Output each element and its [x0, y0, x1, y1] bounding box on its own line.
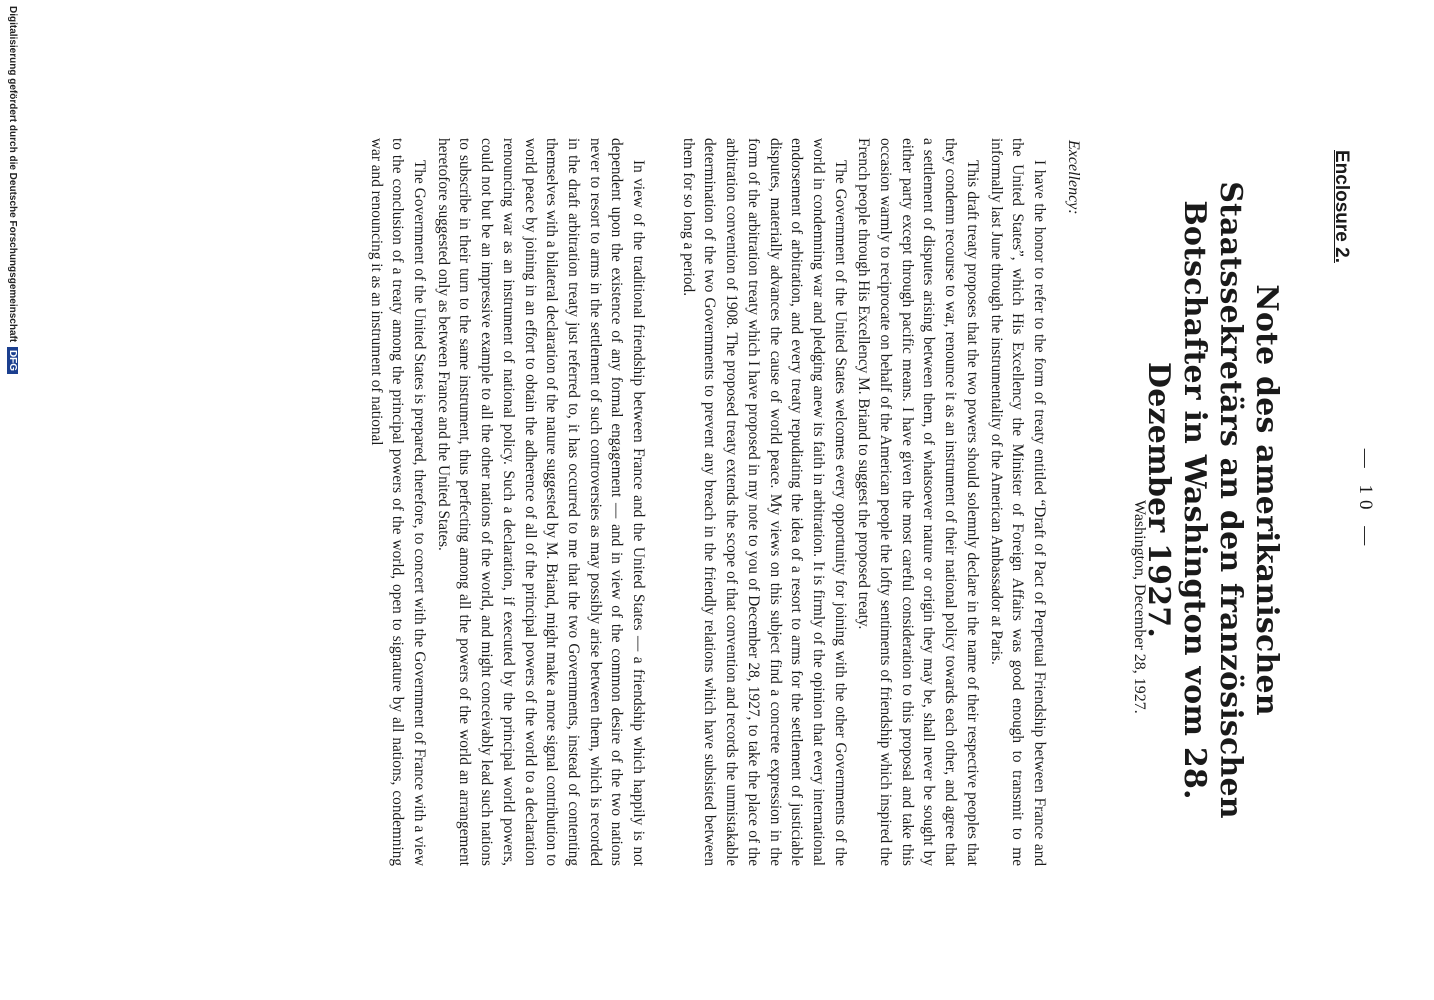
- salutation: Excellency:: [1065, 140, 1082, 215]
- digitization-credit: [7, 6, 18, 374]
- document-title: [1140, 160, 1284, 840]
- enclosure-label: Enclosure 2.: [1331, 150, 1352, 263]
- paragraph: The Government of the United States welcomes every opportunity for joining with the other Governments of the world in condemning war and pledging anew its faith in arbitration. It is firmly of the opinion that every international endorsement of arbitration, and every treaty repudiating the idea of a resort to arms for the settlement of justiciable disputes, materially advances the cause of world peace. My views on this subject find a concrete expression in the form of the arbitration treaty which I have proposed in my note to you of December 28, 1927, to take the place of the arbitration convention of 1908. The proposed treaty extends the scope of that convention and records the unmistakable determination of the two Governments to prevent any breach in the friendly relations which have subsisted between them for so long a period.: [679, 138, 849, 866]
- title-line-1: Note des amerikanischen Staatssekretärs an den französischen: [1213, 181, 1284, 819]
- letter-body: [363, 138, 1050, 866]
- paragraph: I have the honor to refer to the form of treaty entitled “Draft of Pact of Perpetual Friendship between France and the United States”, which His Excellency the Minister of Foreign Affairs was good enough to transmit to me informally last June through the instrumentality of the American Ambassador at Paris.: [987, 138, 1048, 866]
- paragraph: This draft treaty proposes that the two powers should solemnly declare in the name of their respective peoples that they condemn recourse to war, renounce it as an instrument of their national policy towards each other, and agree that a settlement of disputes arising between them, of whatsoever nature or origin they may be, shall never be sought by either party except through pacific means. I have given the most careful consideration to this proposal and take this occasion warmly to reciprocate on behalf of the American people the lofty sentiments of friendship which inspired the French people through His Excellency M. Briand to suggest the proposed treaty.: [855, 138, 981, 866]
- paragraph: The Government of the United States is prepared, therefore, to concert with the Government of France with a view to the conclusion of a treaty among the principal powers of the world, open to signature by all nations, condemning war and renouncing it as an instrument of national: [367, 138, 429, 866]
- page-number: — 10 —: [1355, 448, 1376, 552]
- credit-text: Digitalisierung gefördert durch die Deutsche Forschungsgemeinschaft: [7, 6, 18, 343]
- dfg-logo: DFG: [7, 347, 18, 374]
- title-line-2: Botschafter in Washington vom 28. Dezember 1927.: [1141, 200, 1212, 800]
- paragraph: In view of the traditional friendship between France and the United States — a friendship which happily is not dependent upon the existence of any formal engagement — and in view of the common desire of the two nations never to resort to arms in the settlement of such controversies as may possibly arise between them, which is recorded in the draft arbitration treaty just referred to, it has occurred to me that the two Governments, instead of contenting themselves with a bilateral declaration of the nature suggested by M. Briand, might make a more signal contribution to world peace by joining in an effort to obtain the adherence of all of the principal powers of the world to a declaration renouncing war as an instrument of national policy. Such a declaration, if executed by the principal world powers, could not but be an impressive example to all the other nations of the world, and might conceivably lead such nations to subscribe in their turn to the same instrument, thus perfecting among all the powers of the world an arrangement heretofore suggested only as between France and the United States.: [434, 138, 648, 866]
- dateline: Washington, December 28, 1927.: [1131, 500, 1148, 714]
